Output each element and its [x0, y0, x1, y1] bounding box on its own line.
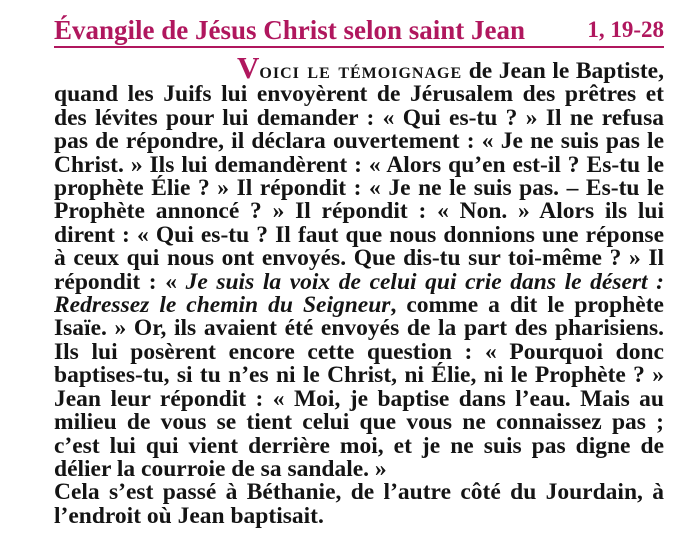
- scripture-reference: 1, 19-28: [587, 17, 664, 42]
- text-segment-1: de Jean le Baptiste, quand les Juifs lui envoyèrent de Jérusalem des prêtres et des lévites pour lui demander : « Qui es-tu ? » Il ne refusa pas de répondre, il déclara ouvertement : « Je ne suis pas le Christ. » Ils lui demandèrent : « Alors qu’en est-il ? Es-tu le prophète Élie ? » Il répondit : « Je ne le suis pas. – Es-tu le Prophète annoncé ? » Il répondit : « Non. » Alors ils lui dirent : « Qui es-tu ? Il faut que nous donnions une réponse à ceux qui nous ont envoyés. Que dis-tu sur toi-même ? » Il répondit : «: [54, 58, 664, 295]
- reading-title: Évangile de Jésus Christ selon saint Jean: [54, 15, 526, 45]
- opening-smallcaps: oici le témoignage: [259, 58, 463, 84]
- quoted-scripture: Je suis la voix de celui qui crie dans le désert : Redressez le chemin du Seigneur: [54, 268, 664, 319]
- main-paragraph: [54, 50, 664, 482]
- closing-paragraph: Cela s’est passé à Béthanie, de l’autre côté du Jourdain, à l’endroit où Jean baptisait.: [54, 479, 664, 529]
- text-segment-2: , comme a dit le prophète Isaïe. » Or, ils avaient été envoyés de la part des pharisiens. Ils lui posèrent encore cette question : « Pourquoi donc baptises-tu, si tu n’es ni le Christ, ni Élie, ni le Prophète ? » Jean leur répondit : « Moi, je baptise dans l’eau. Mais au milieu de vous se tient celui que vous ne connaissez pas ; c’est lui qui vient derrière moi, et je ne suis pas digne de délier la courroie de sa sandale. »: [54, 292, 664, 482]
- drop-cap: V: [237, 50, 260, 85]
- gospel-text: [54, 50, 664, 529]
- reading-header: [54, 14, 664, 48]
